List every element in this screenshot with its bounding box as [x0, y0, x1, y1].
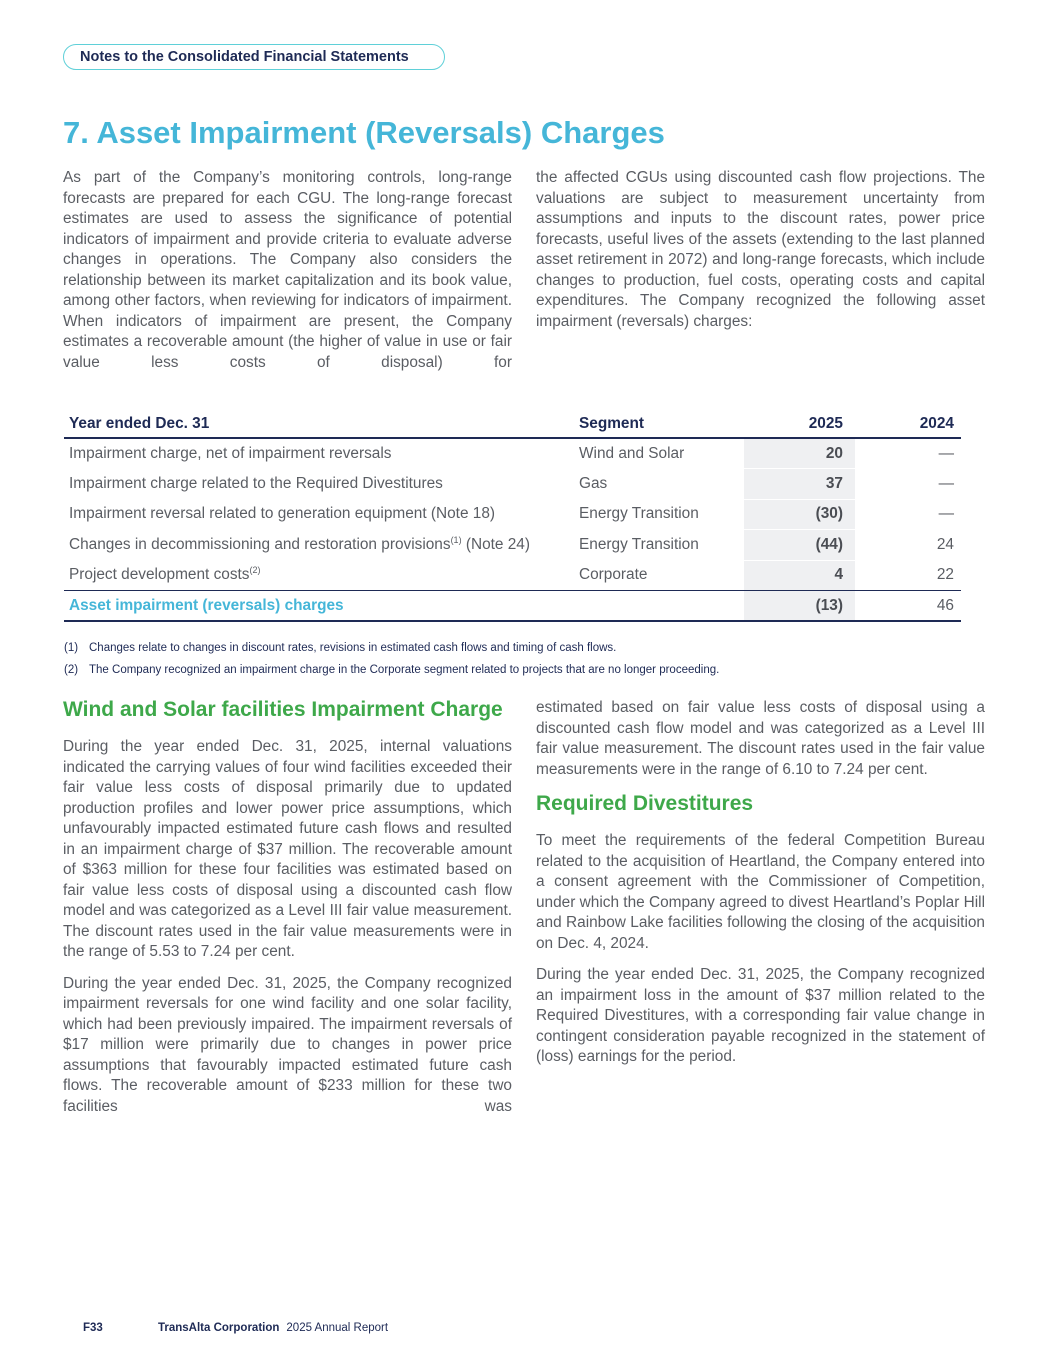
- footnote-mark: (1): [64, 642, 79, 654]
- intro-paragraph-left: As part of the Company’s monitoring controls, long-range forecasts are prepared for each CGU. The long-range forecast estimates are used to assess the significance of potential indicators of impairment and provide criteria to evaluate adverse changes in operations. The Company also considers the relationship between its market capitalization and its book value, among other factors, when reviewing for indicators of impairment. When indicators of impairment are present, the Company estimates a recoverable amount (the higher of value in use or fair value less costs of disposal) for: [63, 169, 512, 371]
- impairment-table: [64, 409, 961, 622]
- row-segment: Wind and Solar: [574, 438, 744, 469]
- intro-paragraph-right: the affected CGUs using discounted cash flow projections. The valuations are subject to measurement uncertainty from assumptions and inputs to the discount rates, power price forecasts, useful lives of the assets (extending to the last planned asset retirement in 2072) and long-range forecasts, which include changes to production, fuel costs, operating costs and capital expenditures. The Company recognized the following asset impairment (reversals) charges:: [536, 169, 985, 330]
- row-segment: Gas: [574, 469, 744, 499]
- divestitures-heading: Required Divestitures: [536, 792, 754, 815]
- table-footnotes: [64, 637, 964, 681]
- table-row: [64, 530, 961, 560]
- row-value-2024: 22: [855, 560, 961, 590]
- table-header-row: [64, 409, 961, 438]
- footnote-ref: (2): [249, 565, 261, 576]
- body-right-column: [536, 698, 985, 1079]
- row-segment: Energy Transition: [574, 499, 744, 529]
- divestitures-paragraph-1: To meet the requirements of the federal Competition Bureau related to the acquisition of Heartland, the Company entered into a consent agreement with the Commissioner of Competition, under which the Company agreed to divest Heartland’s Poplar Hill and Rainbow Lake facilities following the closing of the acquisition on Dec. 4, 2024.: [536, 832, 985, 952]
- intro-left-column: [63, 168, 512, 384]
- table-row: [64, 499, 961, 529]
- row-label: Changes in decommissioning and restoration provisions$^{(1)}$ (Note 24): [64, 530, 574, 560]
- footnote-text: The Company recognized an impairment charge in the Corporate segment related to projects that are no longer proceeding.: [89, 664, 720, 676]
- row-value-2024: —: [855, 438, 961, 469]
- header-2024: 2024: [855, 409, 961, 438]
- page-number: F33: [83, 1322, 103, 1334]
- company-name: TransAlta Corporation: [158, 1322, 280, 1334]
- total-value-2025: (13): [744, 590, 855, 621]
- row-value-2024: 24: [855, 530, 961, 560]
- row-segment: Energy Transition: [574, 530, 744, 560]
- header-segment: Segment: [574, 409, 744, 438]
- row-value-2025: 20: [744, 438, 855, 469]
- header-2025: 2025: [744, 409, 855, 438]
- row-label: Impairment charge related to the Required Divestitures: [64, 469, 574, 499]
- row-label: Project development costs$^{(2)}$: [64, 560, 574, 590]
- row-segment: Corporate: [574, 560, 744, 590]
- header-year-ended: Year ended Dec. 31: [64, 409, 574, 438]
- row-value-2025: 37: [744, 469, 855, 499]
- body-left-column: [63, 697, 512, 1128]
- table-row: [64, 560, 961, 590]
- row-label: Impairment reversal related to generation equipment (Note 18): [64, 499, 574, 529]
- row-value-2024: —: [855, 469, 961, 499]
- intro-right-column: [536, 168, 985, 343]
- section-label-text: Notes to the Consolidated Financial Statements: [80, 49, 409, 65]
- table-row: [64, 469, 961, 499]
- row-value-2024: —: [855, 499, 961, 529]
- footnote-ref: (1): [450, 534, 462, 545]
- table-row: [64, 438, 961, 469]
- wind-solar-paragraph-1: During the year ended Dec. 31, 2025, internal valuations indicated the carrying values of four wind facilities exceeded their fair value less costs of disposal primarily due to updated production profiles and lower power price assumptions, which unfavourably impacted estimated future cash flows and resulted in an impairment charge of $37 million. The recoverable amount of $363 million for these four facilities was estimated based on fair value less costs of disposal using a discounted cash flow model and was categorized as a Level III fair value measurement. The discount rates used in the fair value measurements were in the range of 5.53 to 7.24 per cent.: [63, 738, 512, 960]
- row-value-2025: 4: [744, 560, 855, 590]
- footnote: [64, 659, 964, 681]
- page-title: 7. Asset Impairment (Reversals) Charges: [63, 115, 665, 150]
- total-value-2024: 46: [855, 590, 961, 621]
- report-name: 2025 Annual Report: [286, 1322, 389, 1334]
- wind-solar-heading: Wind and Solar facilities Impairment Charge: [63, 698, 503, 721]
- wind-solar-paragraph-2: During the year ended Dec. 31, 2025, the Company recognized impairment reversals for one wind facility and one solar facility, which had been previously impaired. The impairment reversals of $17 million were primarily due to changes in power price assumptions that favourably impacted estimated future cash flows. The recoverable amount of $233 million for these two facilities was: [63, 974, 512, 1115]
- footnote-mark: (2): [64, 664, 79, 676]
- row-value-2025: (30): [744, 499, 855, 529]
- section-label: [63, 44, 445, 70]
- footnote: [64, 637, 964, 659]
- table-total-row: [64, 590, 961, 621]
- divestitures-paragraph-2: During the year ended Dec. 31, 2025, the Company recognized an impairment loss in the amount of $37 million related to the Required Divestitures, with a corresponding fair value change in contingent consideration payable recognized in the statement of (loss) earnings for the period.: [536, 966, 985, 1065]
- total-label: Asset impairment (reversals) charges: [64, 590, 574, 621]
- row-label: Impairment charge, net of impairment reversals: [64, 438, 574, 469]
- total-segment-empty: [574, 590, 744, 621]
- page-footer: [83, 1322, 388, 1334]
- footnote-text: Changes relate to changes in discount rates, revisions in estimated cash flows and timing of cash flows.: [89, 642, 617, 654]
- row-value-2025: (44): [744, 530, 855, 560]
- wind-solar-paragraph-3: estimated based on fair value less costs of disposal using a discounted cash flow model and was categorized as a Level III fair value measurement. The discount rates used in the fair value measurements were in the range of 6.10 to 7.24 per cent.: [536, 699, 985, 778]
